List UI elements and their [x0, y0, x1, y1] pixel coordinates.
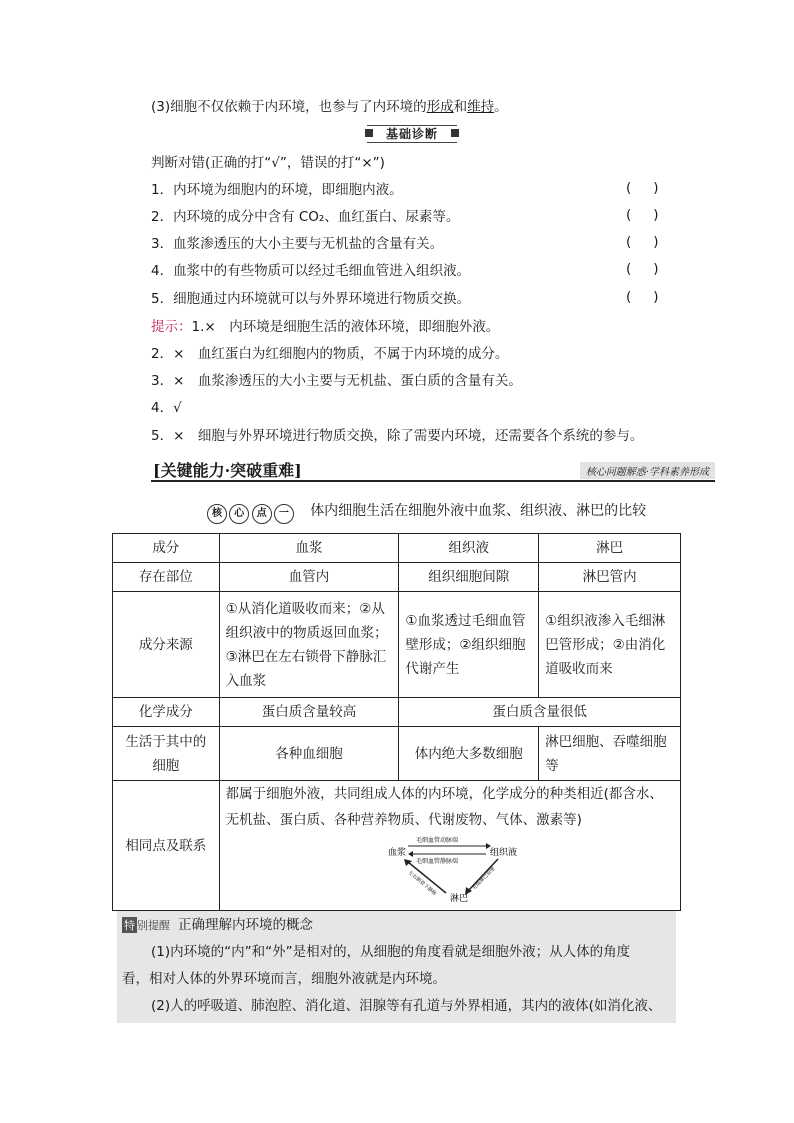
answer-paren-2: () [626, 207, 681, 223]
diagram-arrow-bottom-label: 毛细血管静脉端 [415, 858, 458, 865]
table-cell: 组织细胞间隙 [399, 563, 539, 592]
key-point-title: 体内细胞生活在细胞外液中血浆、组织液、淋巴的比较 [310, 503, 647, 519]
table-row [113, 698, 681, 727]
table-cell: 体内绝大多数细胞 [399, 727, 539, 781]
answer-paren-3: () [626, 234, 681, 250]
underline-formation: 形成 [426, 99, 454, 115]
diag-item-5: 5．细胞通过内环境就可以与外界环境进行物质交换。 [151, 291, 471, 307]
table-row [113, 727, 681, 781]
table-cell: ①从消化道吸收而来；②从组织液中的物质返回血浆；③淋巴在左右锁骨下静脉汇入血浆 [219, 592, 399, 698]
header-cell: 成分 [113, 534, 220, 563]
answer-line-1 [151, 317, 499, 337]
diagram-arrow-left-label: 左右锁骨下静脉 [406, 869, 438, 898]
intro-paragraph [151, 97, 508, 117]
row-label: 化学成分 [113, 698, 220, 727]
note-paragraph-2: (2)人的呼吸道、肺泡腔、消化道、泪腺等有孔道与外界相通，其内的液体(如消化液、 [151, 998, 662, 1014]
key-point-icon-2: 心 [229, 504, 249, 524]
key-point-icon-1: 核 [207, 504, 227, 524]
row-label: 存在部位 [113, 563, 220, 592]
table-cell: 各种血细胞 [219, 727, 399, 781]
table-cell: 蛋白质含量很低 [399, 698, 681, 727]
section-title: [关键能力·突破重难] [153, 461, 302, 480]
table-cell: 血管内 [219, 563, 399, 592]
intro-text: (3)细胞不仅依赖于内环境，也参与了内环境的 [151, 99, 427, 115]
note-paragraph-1b: 看，相对人体的外界环境而言，细胞外液就是内环境。 [122, 971, 446, 987]
intro-and: 和 [453, 99, 468, 115]
diag-item-4: 4．血浆中的有些物质可以经过毛细血管进入组织液。 [151, 263, 471, 279]
answer-line-4: 4．√ [151, 400, 182, 416]
diag-item-2: 2．内环境的成分中含有 CO₂、血红蛋白、尿素等。 [151, 209, 460, 225]
fluid-relation-diagram [386, 835, 536, 905]
diag-item-3: 3．血浆渗透压的大小主要与无机盐的含量有关。 [151, 236, 444, 252]
note-title: 正确理解内环境的概念 [178, 917, 313, 933]
row-label: 生活于其中的细胞 [113, 727, 220, 781]
key-point-icon-4: 一 [274, 504, 294, 524]
header-cell: 血浆 [219, 534, 399, 563]
row-label: 相同点及联系 [113, 781, 220, 911]
table-row [113, 781, 681, 911]
table-cell: 淋巴管内 [539, 563, 681, 592]
comparison-table [112, 533, 681, 911]
arrowhead-left [408, 851, 413, 857]
diagram-tissue: 组织液 [489, 848, 517, 858]
table-cell: ①组织液渗入毛细淋巴管形成；②由消化道吸收而来 [539, 592, 681, 698]
row-label: 成分来源 [113, 592, 220, 698]
note-tag-rest: 别提醒 [137, 919, 170, 932]
answer-paren-4: () [626, 261, 681, 277]
diagram-arrow-top-label: 毛细血管动脉端 [415, 837, 458, 844]
answer-paren-1: () [626, 180, 681, 196]
relation-text: 都属于细胞外液，共同组成人体的内环境，化学成分的种类相近(都含水、无机盐、蛋白质、各种营养物质、代谢废物、气体、激素等) [225, 786, 663, 828]
note-paragraph-1a: (1)内环境的“内”和“外”是相对的，从细胞的角度看就是细胞外液；从人体的角度 [151, 944, 631, 960]
key-point-heading [207, 501, 646, 524]
diagram-lymph: 淋巴 [449, 894, 468, 904]
intro-end: 。 [494, 99, 508, 115]
diag-instruction: 判断对错(正确的打“√”，错误的打“×”) [151, 155, 385, 171]
section-header [151, 458, 715, 482]
table-row [113, 534, 681, 563]
answer-line-2: 2．× 血红蛋白为红细胞内的物质，不属于内环境的成分。 [151, 346, 509, 362]
header-cell: 组织液 [399, 534, 539, 563]
table-cell: ①血浆透过毛细血管壁形成；②组织细胞代谢产生 [399, 592, 539, 698]
basic-diagnosis-badge: 基础诊断 [367, 125, 457, 143]
special-note-heading [122, 913, 313, 933]
underline-maintain: 维持 [467, 99, 495, 115]
table-row [113, 592, 681, 698]
answer-line-3: 3．× 血浆渗透压的大小主要与无机盐、蛋白质的含量有关。 [151, 373, 522, 389]
answer-1: 1.× 内环境是细胞生活的液体环境，即细胞外液。 [191, 319, 500, 335]
table-row [113, 563, 681, 592]
table-cell: 蛋白质含量较高 [219, 698, 399, 727]
table-cell: 淋巴细胞、吞噬细胞等 [539, 727, 681, 781]
header-cell: 淋巴 [539, 534, 681, 563]
diagram-arrow-right-label: 毛细淋巴管壁 [470, 865, 497, 892]
diag-item-1: 1．内环境为细胞内的环境，即细胞内液。 [151, 182, 403, 198]
section-tag: 核心问题解惑·学科素养形成 [580, 462, 715, 479]
hint-label: 提示： [151, 319, 192, 335]
answer-paren-5: () [626, 289, 681, 305]
answer-line-5: 5．× 细胞与外界环境进行物质交换，除了需要内环境，还需要各个系统的参与。 [151, 428, 644, 444]
key-point-icon-3: 点 [252, 504, 272, 524]
table-cell-relation [219, 781, 680, 911]
diagram-plasma: 血浆 [387, 848, 406, 858]
note-tag: 特 [124, 919, 135, 932]
